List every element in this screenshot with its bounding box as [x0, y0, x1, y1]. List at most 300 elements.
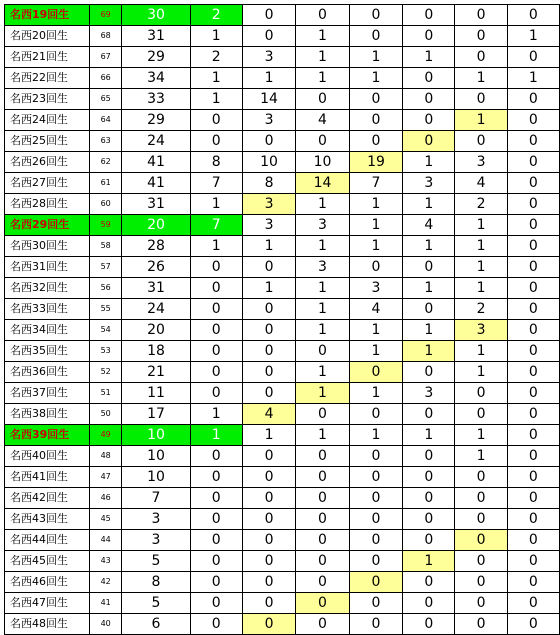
value-cell: 3: [242, 110, 295, 131]
value-cell: 0: [242, 362, 295, 383]
value-cell: 1: [349, 341, 402, 362]
value-cell: 0: [403, 404, 455, 425]
value-cell: 0: [455, 593, 507, 614]
total-cell: 20: [122, 320, 190, 341]
table-row: [5, 551, 560, 572]
total-cell: 3: [122, 509, 190, 530]
total-cell: 18: [122, 341, 190, 362]
table-row: [5, 383, 560, 404]
value-cell: 1: [349, 425, 402, 446]
table-body: [5, 5, 560, 635]
value-cell: 0: [242, 5, 295, 26]
table-row: [5, 572, 560, 593]
total-cell: 10: [122, 446, 190, 467]
value-cell: 0: [403, 593, 455, 614]
value-cell: 0: [190, 530, 242, 551]
value-cell: 0: [507, 488, 559, 509]
value-cell: 1: [296, 320, 349, 341]
class-statistics-table: [4, 4, 560, 635]
total-cell: 26: [122, 257, 190, 278]
class-name-cell: 名西39回生: [5, 425, 90, 446]
table-row: [5, 236, 560, 257]
table-row: [5, 530, 560, 551]
value-cell: 0: [242, 509, 295, 530]
value-cell: 1: [296, 425, 349, 446]
value-cell: 0: [507, 341, 559, 362]
value-cell: 0: [403, 614, 455, 635]
value-cell: 0: [507, 47, 559, 68]
age-cell: 48: [89, 446, 122, 467]
age-cell: 56: [89, 278, 122, 299]
age-cell: 52: [89, 362, 122, 383]
value-cell: 0: [403, 530, 455, 551]
value-cell: 2: [190, 47, 242, 68]
value-cell: 0: [190, 131, 242, 152]
value-cell: 0: [455, 509, 507, 530]
table-row: [5, 131, 560, 152]
table-row: [5, 26, 560, 47]
value-cell: 0: [349, 5, 402, 26]
value-cell: 0: [296, 446, 349, 467]
value-cell: 0: [507, 509, 559, 530]
value-cell: 0: [242, 572, 295, 593]
value-cell: 0: [349, 551, 402, 572]
value-cell: 0: [190, 488, 242, 509]
value-cell: 0: [296, 551, 349, 572]
value-cell: 1: [296, 236, 349, 257]
age-cell: 40: [89, 614, 122, 635]
age-cell: 60: [89, 194, 122, 215]
value-cell: 1: [349, 194, 402, 215]
total-cell: 5: [122, 551, 190, 572]
value-cell: 0: [507, 257, 559, 278]
value-cell: 1: [242, 68, 295, 89]
value-cell: 0: [455, 383, 507, 404]
value-cell: 0: [349, 614, 402, 635]
value-cell: 4: [242, 404, 295, 425]
value-cell: 0: [242, 299, 295, 320]
class-name-cell: 名西19回生: [5, 5, 90, 26]
value-cell: 4: [455, 173, 507, 194]
total-cell: 41: [122, 152, 190, 173]
table-row: [5, 446, 560, 467]
table-row: [5, 320, 560, 341]
value-cell: 0: [296, 572, 349, 593]
value-cell: 0: [507, 89, 559, 110]
value-cell: 14: [242, 89, 295, 110]
class-name-cell: 名西37回生: [5, 383, 90, 404]
total-cell: 8: [122, 572, 190, 593]
value-cell: 0: [455, 26, 507, 47]
value-cell: 1: [242, 278, 295, 299]
table-row: [5, 47, 560, 68]
value-cell: 1: [349, 215, 402, 236]
value-cell: 0: [296, 404, 349, 425]
class-name-cell: 名西24回生: [5, 110, 90, 131]
value-cell: 3: [455, 320, 507, 341]
age-cell: 41: [89, 593, 122, 614]
table-row: [5, 173, 560, 194]
value-cell: 0: [507, 572, 559, 593]
total-cell: 20: [122, 215, 190, 236]
value-cell: 0: [296, 593, 349, 614]
age-cell: 46: [89, 488, 122, 509]
value-cell: 0: [349, 593, 402, 614]
value-cell: 0: [455, 551, 507, 572]
value-cell: 0: [242, 551, 295, 572]
table-row: [5, 110, 560, 131]
value-cell: 0: [190, 257, 242, 278]
value-cell: 0: [190, 341, 242, 362]
value-cell: 0: [455, 572, 507, 593]
value-cell: 0: [507, 446, 559, 467]
age-cell: 47: [89, 467, 122, 488]
total-cell: 29: [122, 110, 190, 131]
class-name-cell: 名西45回生: [5, 551, 90, 572]
value-cell: 1: [296, 26, 349, 47]
value-cell: 0: [190, 299, 242, 320]
table-row: [5, 257, 560, 278]
value-cell: 1: [403, 551, 455, 572]
value-cell: 0: [507, 467, 559, 488]
value-cell: 0: [455, 488, 507, 509]
value-cell: 2: [455, 299, 507, 320]
total-cell: 31: [122, 278, 190, 299]
table-row: [5, 194, 560, 215]
value-cell: 1: [455, 215, 507, 236]
class-name-cell: 名西20回生: [5, 26, 90, 47]
value-cell: 4: [296, 110, 349, 131]
table-row: [5, 488, 560, 509]
value-cell: 0: [455, 47, 507, 68]
table-row: [5, 68, 560, 89]
table-row: [5, 362, 560, 383]
value-cell: 0: [242, 320, 295, 341]
value-cell: 0: [242, 26, 295, 47]
value-cell: 1: [296, 383, 349, 404]
total-cell: 5: [122, 593, 190, 614]
value-cell: 1: [190, 68, 242, 89]
value-cell: 1: [296, 68, 349, 89]
value-cell: 1: [403, 236, 455, 257]
age-cell: 64: [89, 110, 122, 131]
value-cell: 0: [242, 131, 295, 152]
total-cell: 34: [122, 68, 190, 89]
value-cell: 0: [242, 530, 295, 551]
total-cell: 41: [122, 173, 190, 194]
value-cell: 0: [349, 404, 402, 425]
class-name-cell: 名西29回生: [5, 215, 90, 236]
age-cell: 53: [89, 341, 122, 362]
value-cell: 1: [455, 236, 507, 257]
value-cell: 1: [190, 194, 242, 215]
total-cell: 24: [122, 299, 190, 320]
value-cell: 0: [507, 383, 559, 404]
total-cell: 28: [122, 236, 190, 257]
value-cell: 1: [455, 110, 507, 131]
class-name-cell: 名西34回生: [5, 320, 90, 341]
age-cell: 59: [89, 215, 122, 236]
value-cell: 0: [403, 26, 455, 47]
value-cell: 0: [242, 467, 295, 488]
value-cell: 0: [403, 110, 455, 131]
value-cell: 1: [349, 236, 402, 257]
table-row: [5, 593, 560, 614]
value-cell: 0: [190, 110, 242, 131]
table-row: [5, 5, 560, 26]
value-cell: 0: [349, 131, 402, 152]
class-name-cell: 名西22回生: [5, 68, 90, 89]
value-cell: 0: [403, 131, 455, 152]
value-cell: 0: [190, 362, 242, 383]
age-cell: 45: [89, 509, 122, 530]
age-cell: 66: [89, 68, 122, 89]
total-cell: 24: [122, 131, 190, 152]
class-name-cell: 名西23回生: [5, 89, 90, 110]
value-cell: 0: [190, 572, 242, 593]
value-cell: 0: [455, 5, 507, 26]
value-cell: 0: [403, 446, 455, 467]
value-cell: 1: [190, 425, 242, 446]
age-cell: 54: [89, 320, 122, 341]
value-cell: 0: [190, 551, 242, 572]
value-cell: 1: [507, 68, 559, 89]
value-cell: 1: [455, 257, 507, 278]
value-cell: 0: [190, 467, 242, 488]
value-cell: 0: [403, 509, 455, 530]
value-cell: 0: [507, 299, 559, 320]
value-cell: 0: [296, 530, 349, 551]
total-cell: 3: [122, 530, 190, 551]
value-cell: 1: [403, 425, 455, 446]
value-cell: 0: [349, 509, 402, 530]
total-cell: 10: [122, 425, 190, 446]
value-cell: 0: [403, 572, 455, 593]
class-name-cell: 名西38回生: [5, 404, 90, 425]
value-cell: 0: [507, 173, 559, 194]
age-cell: 68: [89, 26, 122, 47]
value-cell: 0: [507, 5, 559, 26]
total-cell: 10: [122, 467, 190, 488]
age-cell: 42: [89, 572, 122, 593]
value-cell: 0: [403, 89, 455, 110]
value-cell: 0: [190, 320, 242, 341]
value-cell: 1: [455, 68, 507, 89]
value-cell: 0: [349, 572, 402, 593]
value-cell: 1: [296, 362, 349, 383]
value-cell: 3: [242, 215, 295, 236]
value-cell: 0: [455, 530, 507, 551]
value-cell: 0: [242, 488, 295, 509]
value-cell: 7: [349, 173, 402, 194]
value-cell: 0: [349, 467, 402, 488]
value-cell: 0: [349, 257, 402, 278]
value-cell: 0: [403, 362, 455, 383]
value-cell: 0: [507, 593, 559, 614]
age-cell: 55: [89, 299, 122, 320]
value-cell: 4: [349, 299, 402, 320]
value-cell: 0: [296, 509, 349, 530]
value-cell: 19: [349, 152, 402, 173]
table-row: [5, 215, 560, 236]
value-cell: 0: [507, 236, 559, 257]
value-cell: 1: [403, 152, 455, 173]
value-cell: 1: [190, 26, 242, 47]
value-cell: 1: [403, 278, 455, 299]
value-cell: 1: [296, 299, 349, 320]
value-cell: 2: [455, 194, 507, 215]
value-cell: 0: [296, 614, 349, 635]
value-cell: 0: [190, 383, 242, 404]
value-cell: 0: [507, 152, 559, 173]
value-cell: 0: [349, 26, 402, 47]
value-cell: 0: [455, 467, 507, 488]
value-cell: 7: [190, 173, 242, 194]
value-cell: 0: [403, 257, 455, 278]
value-cell: 8: [242, 173, 295, 194]
value-cell: 3: [403, 173, 455, 194]
table-row: [5, 509, 560, 530]
class-name-cell: 名西46回生: [5, 572, 90, 593]
total-cell: 33: [122, 89, 190, 110]
age-cell: 58: [89, 236, 122, 257]
value-cell: 1: [242, 236, 295, 257]
table-row: [5, 404, 560, 425]
table-row: [5, 152, 560, 173]
value-cell: 0: [507, 194, 559, 215]
age-cell: 49: [89, 425, 122, 446]
value-cell: 0: [190, 509, 242, 530]
value-cell: 3: [296, 257, 349, 278]
total-cell: 31: [122, 26, 190, 47]
value-cell: 0: [190, 446, 242, 467]
table-row: [5, 341, 560, 362]
value-cell: 0: [403, 467, 455, 488]
value-cell: 0: [296, 341, 349, 362]
value-cell: 3: [349, 278, 402, 299]
total-cell: 29: [122, 47, 190, 68]
value-cell: 0: [349, 446, 402, 467]
value-cell: 0: [349, 362, 402, 383]
value-cell: 0: [242, 446, 295, 467]
class-name-cell: 名西35回生: [5, 341, 90, 362]
value-cell: 1: [190, 89, 242, 110]
age-cell: 65: [89, 89, 122, 110]
value-cell: 0: [403, 68, 455, 89]
class-name-cell: 名西36回生: [5, 362, 90, 383]
age-cell: 61: [89, 173, 122, 194]
class-name-cell: 名西47回生: [5, 593, 90, 614]
value-cell: 1: [455, 362, 507, 383]
value-cell: 0: [296, 131, 349, 152]
table-row: [5, 425, 560, 446]
value-cell: 0: [242, 593, 295, 614]
value-cell: 3: [242, 47, 295, 68]
value-cell: 0: [455, 89, 507, 110]
value-cell: 0: [403, 488, 455, 509]
class-name-cell: 名西33回生: [5, 299, 90, 320]
value-cell: 0: [507, 278, 559, 299]
value-cell: 0: [507, 425, 559, 446]
value-cell: 1: [455, 341, 507, 362]
value-cell: 0: [507, 131, 559, 152]
value-cell: 1: [403, 194, 455, 215]
value-cell: 0: [507, 362, 559, 383]
class-name-cell: 名西42回生: [5, 488, 90, 509]
value-cell: 0: [190, 278, 242, 299]
value-cell: 0: [242, 614, 295, 635]
value-cell: 0: [349, 89, 402, 110]
value-cell: 1: [190, 236, 242, 257]
class-name-cell: 名西44回生: [5, 530, 90, 551]
value-cell: 1: [349, 383, 402, 404]
value-cell: 3: [296, 215, 349, 236]
total-cell: 11: [122, 383, 190, 404]
value-cell: 0: [296, 467, 349, 488]
value-cell: 1: [455, 425, 507, 446]
class-name-cell: 名西40回生: [5, 446, 90, 467]
table-row: [5, 278, 560, 299]
value-cell: 0: [403, 299, 455, 320]
value-cell: 0: [507, 110, 559, 131]
age-cell: 44: [89, 530, 122, 551]
total-cell: 31: [122, 194, 190, 215]
class-name-cell: 名西41回生: [5, 467, 90, 488]
value-cell: 1: [507, 26, 559, 47]
value-cell: 3: [455, 152, 507, 173]
value-cell: 1: [403, 320, 455, 341]
value-cell: 10: [242, 152, 295, 173]
value-cell: 2: [190, 5, 242, 26]
class-name-cell: 名西31回生: [5, 257, 90, 278]
class-name-cell: 名西25回生: [5, 131, 90, 152]
age-cell: 67: [89, 47, 122, 68]
age-cell: 57: [89, 257, 122, 278]
total-cell: 6: [122, 614, 190, 635]
value-cell: 1: [403, 47, 455, 68]
class-name-cell: 名西32回生: [5, 278, 90, 299]
age-cell: 43: [89, 551, 122, 572]
value-cell: 1: [349, 47, 402, 68]
value-cell: 1: [242, 425, 295, 446]
age-cell: 50: [89, 404, 122, 425]
age-cell: 63: [89, 131, 122, 152]
value-cell: 7: [190, 215, 242, 236]
table-row: [5, 614, 560, 635]
value-cell: 0: [507, 404, 559, 425]
class-name-cell: 名西28回生: [5, 194, 90, 215]
class-name-cell: 名西43回生: [5, 509, 90, 530]
value-cell: 1: [455, 446, 507, 467]
value-cell: 1: [296, 278, 349, 299]
value-cell: 0: [507, 215, 559, 236]
value-cell: 3: [242, 194, 295, 215]
value-cell: 0: [190, 614, 242, 635]
total-cell: 17: [122, 404, 190, 425]
value-cell: 1: [349, 68, 402, 89]
value-cell: 0: [507, 614, 559, 635]
value-cell: 1: [296, 47, 349, 68]
value-cell: 0: [349, 110, 402, 131]
value-cell: 0: [349, 530, 402, 551]
total-cell: 21: [122, 362, 190, 383]
class-name-cell: 名西27回生: [5, 173, 90, 194]
class-name-cell: 名西26回生: [5, 152, 90, 173]
value-cell: 4: [403, 215, 455, 236]
value-cell: 1: [296, 194, 349, 215]
age-cell: 62: [89, 152, 122, 173]
total-cell: 7: [122, 488, 190, 509]
